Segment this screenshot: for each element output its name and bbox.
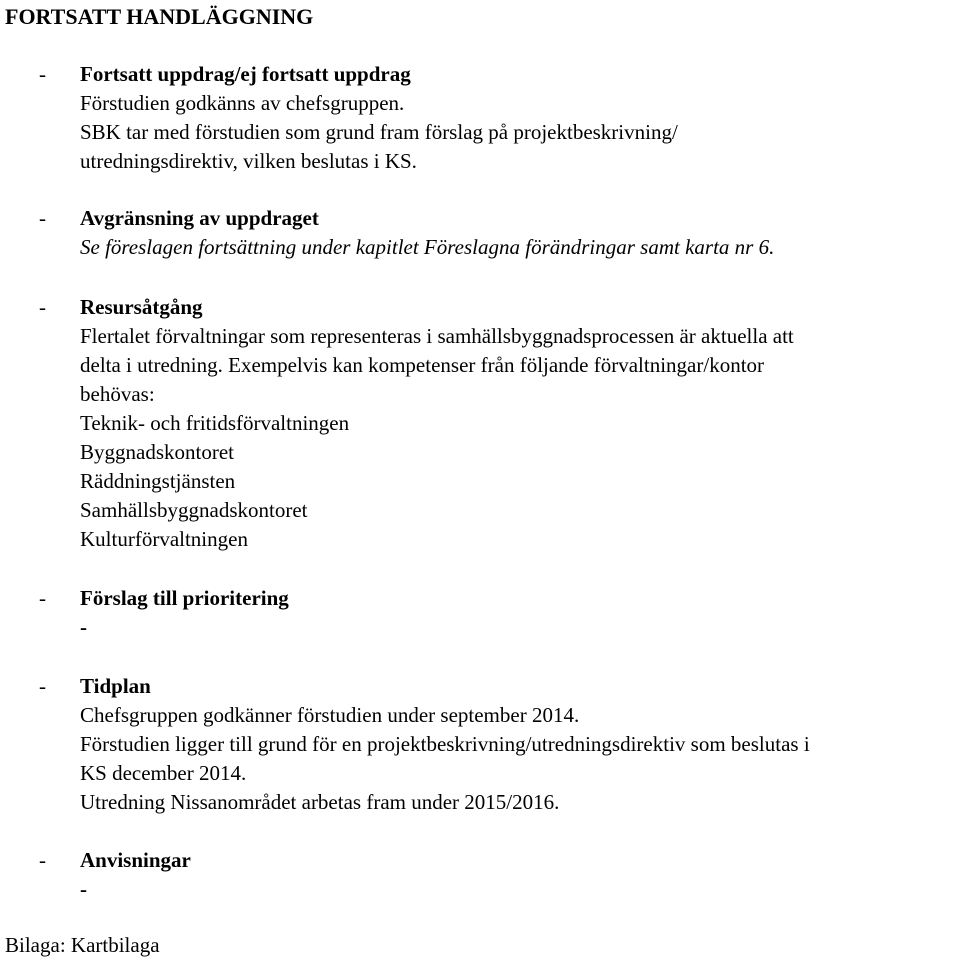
section-text-line: Flertalet förvaltningar som representeras i samhällsbyggnadsprocessen är aktuella att	[80, 324, 794, 348]
bullet-dash: -	[39, 848, 46, 872]
section-text-line: behövas:	[80, 382, 155, 406]
section-resursatgang	[39, 293, 960, 554]
section-fortsatt-uppdrag	[39, 60, 960, 176]
section-text-line: Samhällsbyggnadskontoret	[80, 498, 308, 522]
section-text-line: -	[80, 615, 87, 639]
section-text-line: Kulturförvaltningen	[80, 527, 248, 551]
section-anvisningar	[39, 846, 960, 904]
section-text-line: Chefsgruppen godkänner förstudien under september 2014.	[80, 703, 580, 727]
section-heading: Anvisningar	[80, 848, 191, 872]
bullet-dash: -	[39, 206, 46, 230]
bullet-dash: -	[39, 62, 46, 86]
section-text-line: -	[80, 877, 87, 901]
section-text-line: SBK tar med förstudien som grund fram förslag på projektbeskrivning/	[80, 120, 678, 144]
section-text-line: Byggnadskontoret	[80, 440, 234, 464]
bullet-dash: -	[39, 586, 46, 610]
section-heading: Resursåtgång	[80, 295, 203, 319]
section-heading: Förslag till prioritering	[80, 586, 289, 610]
bullet-dash: -	[39, 295, 46, 319]
page-title: FORTSATT HANDLÄGGNING	[5, 4, 314, 29]
section-text-line: Förstudien godkänns av chefsgruppen.	[80, 91, 405, 115]
section-heading: Tidplan	[80, 674, 151, 698]
section-text-line: utredningsdirektiv, vilken beslutas i KS.	[80, 149, 417, 173]
section-text-line: Förstudien ligger till grund för en projektbeskrivning/utredningsdirektiv som beslutas i	[80, 732, 810, 756]
attachment-note: Bilaga: Kartbilaga	[5, 933, 160, 957]
section-text-line: Utredning Nissanområdet arbetas fram under 2015/2016.	[80, 790, 560, 814]
section-text-line: KS december 2014.	[80, 761, 247, 785]
bullet-dash: -	[39, 674, 46, 698]
section-text-line: Räddningstjänsten	[80, 469, 236, 493]
section-heading: Avgränsning av uppdraget	[80, 206, 319, 230]
section-heading: Fortsatt uppdrag/ej fortsatt uppdrag	[80, 62, 411, 86]
section-text-line: delta i utredning. Exempelvis kan kompetenser från följande förvaltningar/kontor	[80, 353, 765, 377]
section-forslag-prioritering	[39, 584, 960, 642]
section-avgransning	[39, 204, 960, 262]
section-tidplan	[39, 672, 960, 817]
section-text-line: Teknik- och fritidsförvaltningen	[80, 411, 350, 435]
section-text-line: Se föreslagen fortsättning under kapitlet Föreslagna förändringar samt karta nr 6.	[80, 235, 775, 259]
